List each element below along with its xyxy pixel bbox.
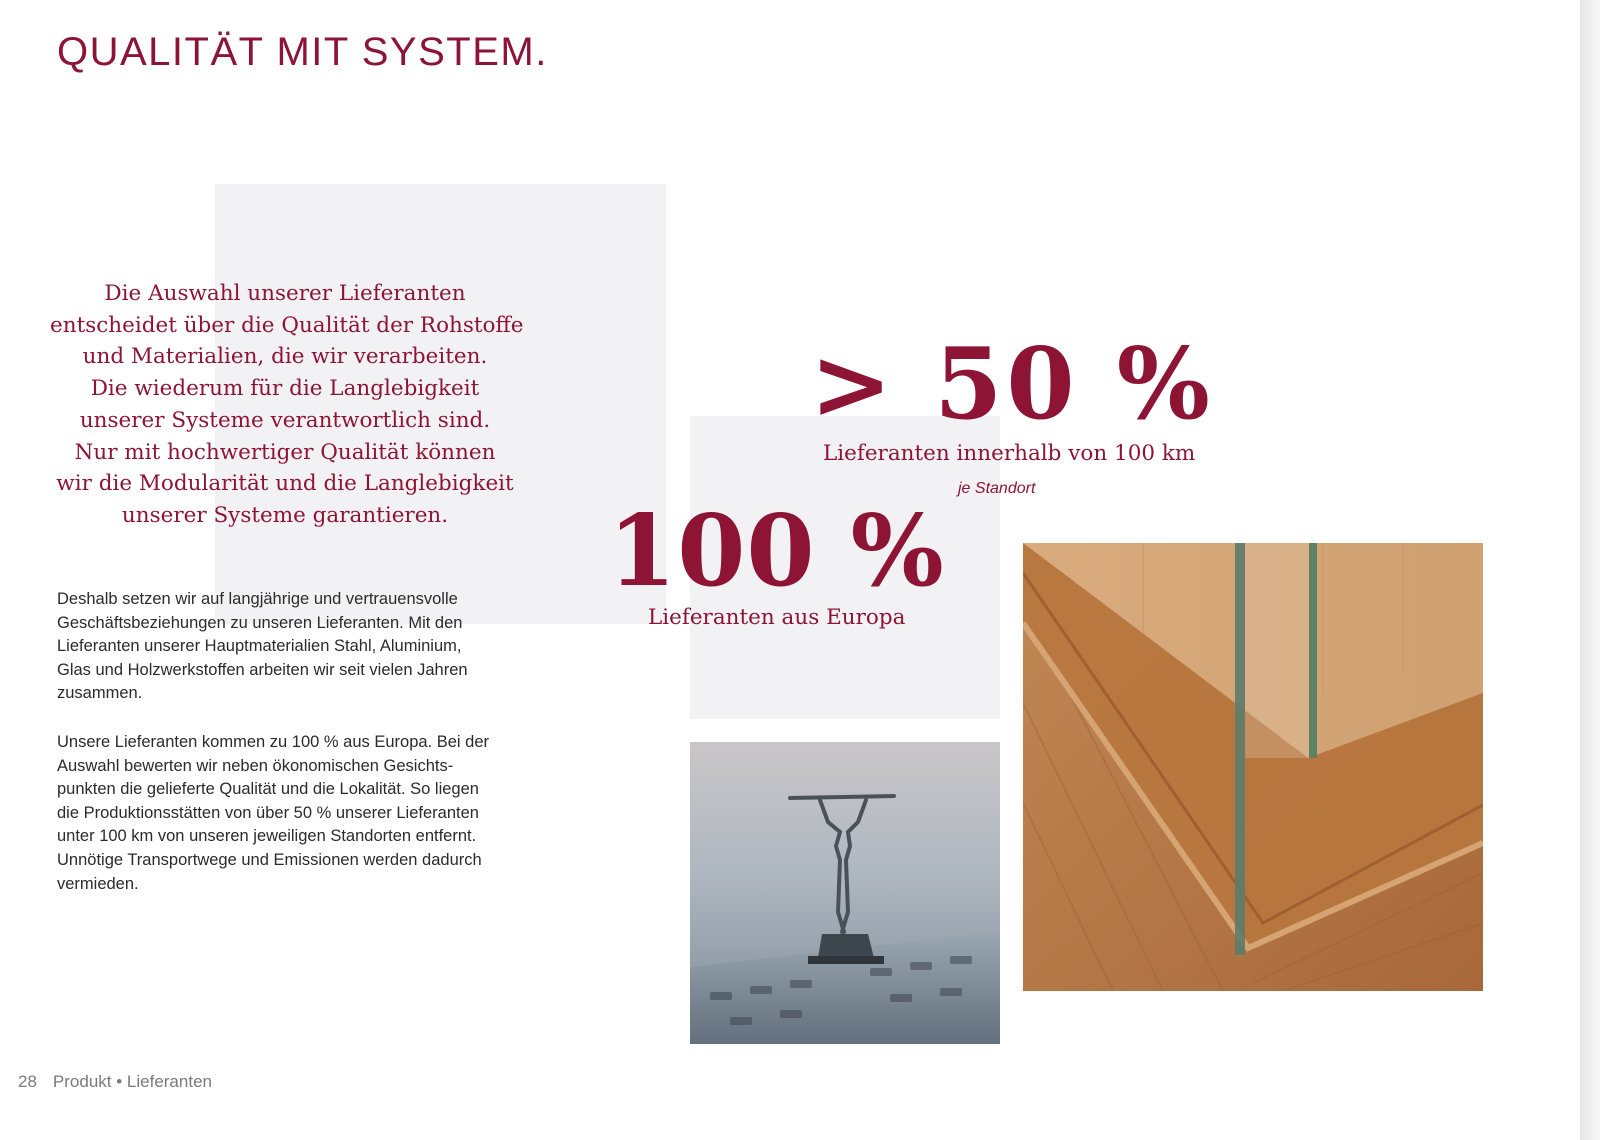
- body-line: Deshalb setzen wir auf langjährige und vertrauensvolle: [57, 590, 458, 608]
- intro-quote: [50, 278, 524, 532]
- body-paragraph-2: [57, 731, 527, 896]
- stat-local-suppliers-label: Lieferanten innerhalb von 100 km: [823, 441, 1196, 466]
- body-line: Auswahl bewerten wir neben ökonomischen Gesichts-: [57, 756, 454, 775]
- page-title: QUALITÄT MIT SYSTEM.: [57, 30, 548, 74]
- intro-quote-line: wir die Modularität und die Langlebigkeit: [56, 471, 514, 497]
- intro-quote-line: unserer Systeme garantieren.: [121, 502, 449, 528]
- body-line: Unnötige Transportwege und Emissionen werden dadurch: [57, 850, 482, 869]
- photo-metal-clip: [690, 742, 1000, 1044]
- stat-europe-suppliers-value: 100 %: [608, 494, 945, 609]
- stat-local-suppliers-note: je Standort: [958, 480, 1036, 497]
- body-line: vermieden.: [57, 874, 139, 893]
- footer: [18, 1072, 212, 1092]
- stat-europe-suppliers-label: Lieferanten aus Europa: [648, 605, 906, 630]
- stat-local-suppliers-value: > 50 %: [810, 327, 1214, 442]
- intro-quote-line: und Materialien, die wir verarbeiten.: [82, 344, 488, 370]
- page-number: 28: [18, 1072, 37, 1091]
- body-line: Unsere Lieferanten kommen zu 100 % aus Europa. Bei der: [57, 733, 489, 751]
- footer-section: Produkt • Lieferanten: [52, 1072, 212, 1091]
- body-line: unter 100 km von unseren jeweiligen Standorten entfernt.: [57, 827, 477, 846]
- photo-glass-wood-corner: [1023, 543, 1483, 991]
- intro-quote-line: unserer Systeme verantwortlich sind.: [79, 407, 491, 433]
- intro-quote-line: Die wiederum für die Langlebigkeit: [90, 376, 480, 402]
- intro-quote-line: Nur mit hochwertiger Qualität können: [74, 439, 496, 465]
- body-line: zusammen.: [57, 684, 143, 703]
- body-line: die Produktionsstätten von über 50 % unserer Lieferanten: [57, 803, 479, 822]
- page-edge: [1580, 0, 1600, 1140]
- intro-quote-line: entscheidet über die Qualität der Rohstoffe: [50, 312, 524, 338]
- body-line: Geschäftsbeziehungen zu unseren Lieferanten. Mit den: [57, 613, 463, 632]
- intro-quote-line: Die Auswahl unserer Lieferanten: [104, 281, 466, 306]
- body-line: Lieferanten unserer Hauptmaterialien Stahl, Aluminium,: [57, 637, 462, 656]
- body-paragraph-1: [57, 588, 527, 706]
- body-line: Glas und Holzwerkstoffen arbeiten wir seit vielen Jahren: [57, 660, 468, 679]
- body-line: punkten die gelieferte Qualität und die Lokalität. So liegen: [57, 780, 479, 799]
